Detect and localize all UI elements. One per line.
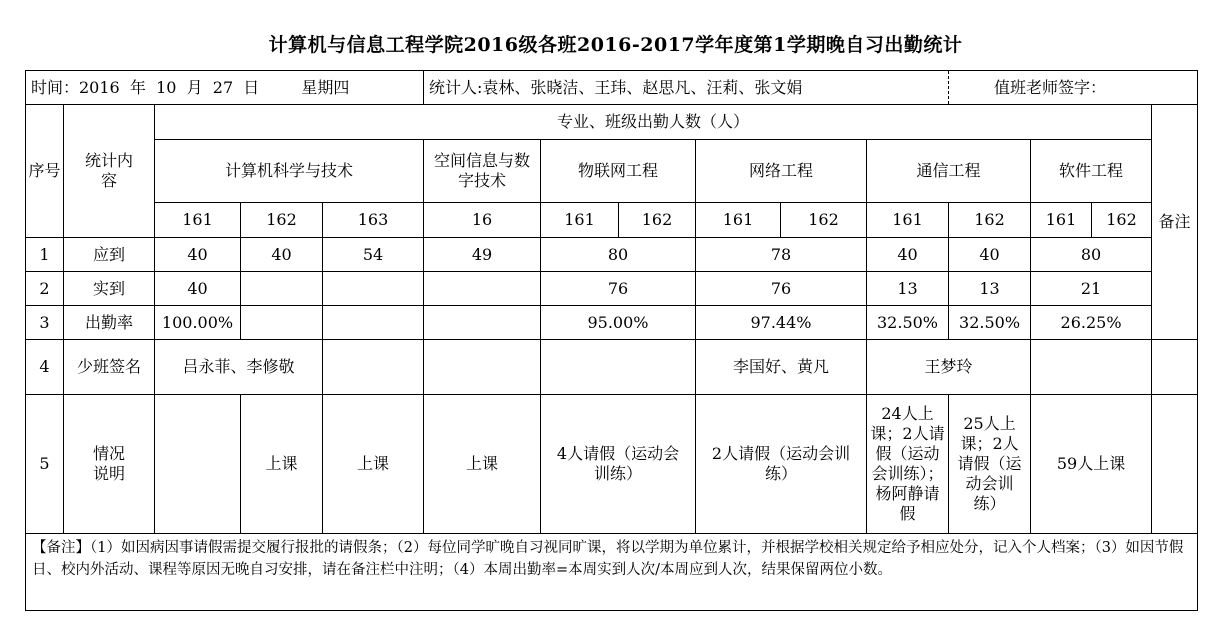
class-net-162: 162 [781, 203, 867, 238]
cell-iot: 80 [541, 238, 696, 272]
cell-net: 76 [696, 272, 867, 306]
cell-tel-162: 13 [949, 272, 1031, 306]
row-number: 4 [26, 340, 64, 395]
group-header: 专业、班级出勤人数（人） [155, 105, 1152, 140]
cell-net: 2人请假（运动会训练） [696, 395, 867, 534]
class-soft-162: 162 [1092, 203, 1152, 238]
row-number: 1 [26, 238, 64, 272]
cell-remark [1152, 395, 1198, 534]
cell-cs-161: 40 [155, 238, 241, 272]
cell-cs-163 [323, 272, 424, 306]
class-cs-163: 163 [323, 203, 424, 238]
class-iot-162: 162 [619, 203, 696, 238]
major-iot: 物联网工程 [541, 140, 696, 203]
row-label: 情况说明 [64, 395, 155, 534]
major-space: 空间信息与数字技术 [424, 140, 541, 203]
major-net: 网络工程 [696, 140, 867, 203]
cell-cs-161: 40 [155, 272, 241, 306]
cell-cs-161 [155, 395, 241, 534]
page-title: 计算机与信息工程学院2016级各班2016-2017学年度第1学期晚自习出勤统计 [268, 34, 963, 56]
table-row [26, 272, 1198, 306]
major-soft: 软件工程 [1031, 140, 1152, 203]
header-row-1 [26, 105, 1198, 140]
cell-cs-162 [241, 306, 323, 340]
cell-soft: 80 [1031, 238, 1152, 272]
cell-iot: 95.00% [541, 306, 696, 340]
cell-tel-161: 40 [867, 238, 949, 272]
info-row [26, 71, 1198, 105]
cell-space-16: 上课 [424, 395, 541, 534]
cell-iot [541, 340, 696, 395]
cell-space-16: 49 [424, 238, 541, 272]
cell-tel-161: 32.50% [867, 306, 949, 340]
cell-soft: 21 [1031, 272, 1152, 306]
class-soft-161: 161 [1031, 203, 1092, 238]
table-row [26, 395, 1198, 534]
cell-soft [1031, 340, 1152, 395]
table-row [26, 340, 1198, 395]
cell-space-16 [424, 272, 541, 306]
cell-space-16 [424, 306, 541, 340]
cell-space-16 [424, 340, 541, 395]
cell-cs-163: 54 [323, 238, 424, 272]
header-row-majors [26, 140, 1198, 203]
cell-iot: 76 [541, 272, 696, 306]
class-iot-161: 161 [541, 203, 619, 238]
note-row [26, 534, 1198, 611]
row-label: 少班签名 [64, 340, 155, 395]
class-net-161: 161 [696, 203, 781, 238]
cell-cs-163 [323, 306, 424, 340]
class-cs-162: 162 [241, 203, 323, 238]
cell-remark [1152, 340, 1198, 395]
row-number: 3 [26, 306, 64, 340]
class-space-16: 16 [424, 203, 541, 238]
row-label: 出勤率 [64, 306, 155, 340]
cell-cs-161: 100.00% [155, 306, 241, 340]
row-number: 5 [26, 395, 64, 534]
row-number: 2 [26, 272, 64, 306]
cell-cs-162 [241, 272, 323, 306]
counters-cell: 统计人:袁林、张晓洁、王玮、赵思凡、汪莉、张文娟 [424, 71, 949, 105]
cell-net-signature: 李国好、黄凡 [696, 340, 867, 395]
cell-tel-161: 24人上课；2人请假（运动会训练）；杨阿静请假 [867, 395, 949, 534]
header-row-classes [26, 203, 1198, 238]
teacher-sign-cell[interactable]: 值班老师签字： [949, 71, 1198, 105]
cell-tel-162: 25人上课；2人请假（运动会训练） [949, 395, 1031, 534]
note-text: 【备注】（1）如因病因事请假需提交履行报批的请假条；（2）每位同学旷晚自习视同旷课，将以学期为单位累计，并根据学校相关规定给予相应处分，记入个人档案；（3）如因节假日、校内外活动、课程等原因无晚自习安排，请在备注栏中注明；（4）本周出勤率=本周实到人次/本周应到人次，结果保留两位小数。 [26, 534, 1198, 611]
cell-net: 97.44% [696, 306, 867, 340]
cell-soft: 26.25% [1031, 306, 1152, 340]
major-tel: 通信工程 [867, 140, 1031, 203]
cell-soft: 59人上课 [1031, 395, 1152, 534]
cell-tel-162: 40 [949, 238, 1031, 272]
row-label: 应到 [64, 238, 155, 272]
cell-net: 78 [696, 238, 867, 272]
row-label: 实到 [64, 272, 155, 306]
table-row [26, 306, 1198, 340]
attendance-table [25, 70, 1198, 611]
content-header: 统计内容 [64, 105, 155, 238]
seq-header: 序号 [26, 105, 64, 238]
cell-tel-signature: 王梦玲 [867, 340, 1031, 395]
weekday-label: 星期四 [301, 77, 350, 97]
cell-iot: 4人请假（运动会训练） [541, 395, 696, 534]
cell-cs-162: 上课 [241, 395, 323, 534]
table-row [26, 238, 1198, 272]
cell-cs-162: 40 [241, 238, 323, 272]
cell-cs-signature: 吕永菲、李修敬 [155, 340, 323, 395]
cell-tel-162: 32.50% [949, 306, 1031, 340]
remark-header: 备注 [1152, 105, 1198, 340]
major-cs: 计算机科学与技术 [155, 140, 424, 203]
class-tel-161: 161 [867, 203, 949, 238]
attendance-sheet [25, 70, 1197, 611]
date-cell [26, 71, 424, 105]
cell-tel-161: 13 [867, 272, 949, 306]
class-cs-161: 161 [155, 203, 241, 238]
cell-cs-163: 上课 [323, 395, 424, 534]
class-tel-162: 162 [949, 203, 1031, 238]
cell-cs-163 [323, 340, 424, 395]
date-label: 时间：2016 年 10 月 27 日 [31, 77, 260, 97]
